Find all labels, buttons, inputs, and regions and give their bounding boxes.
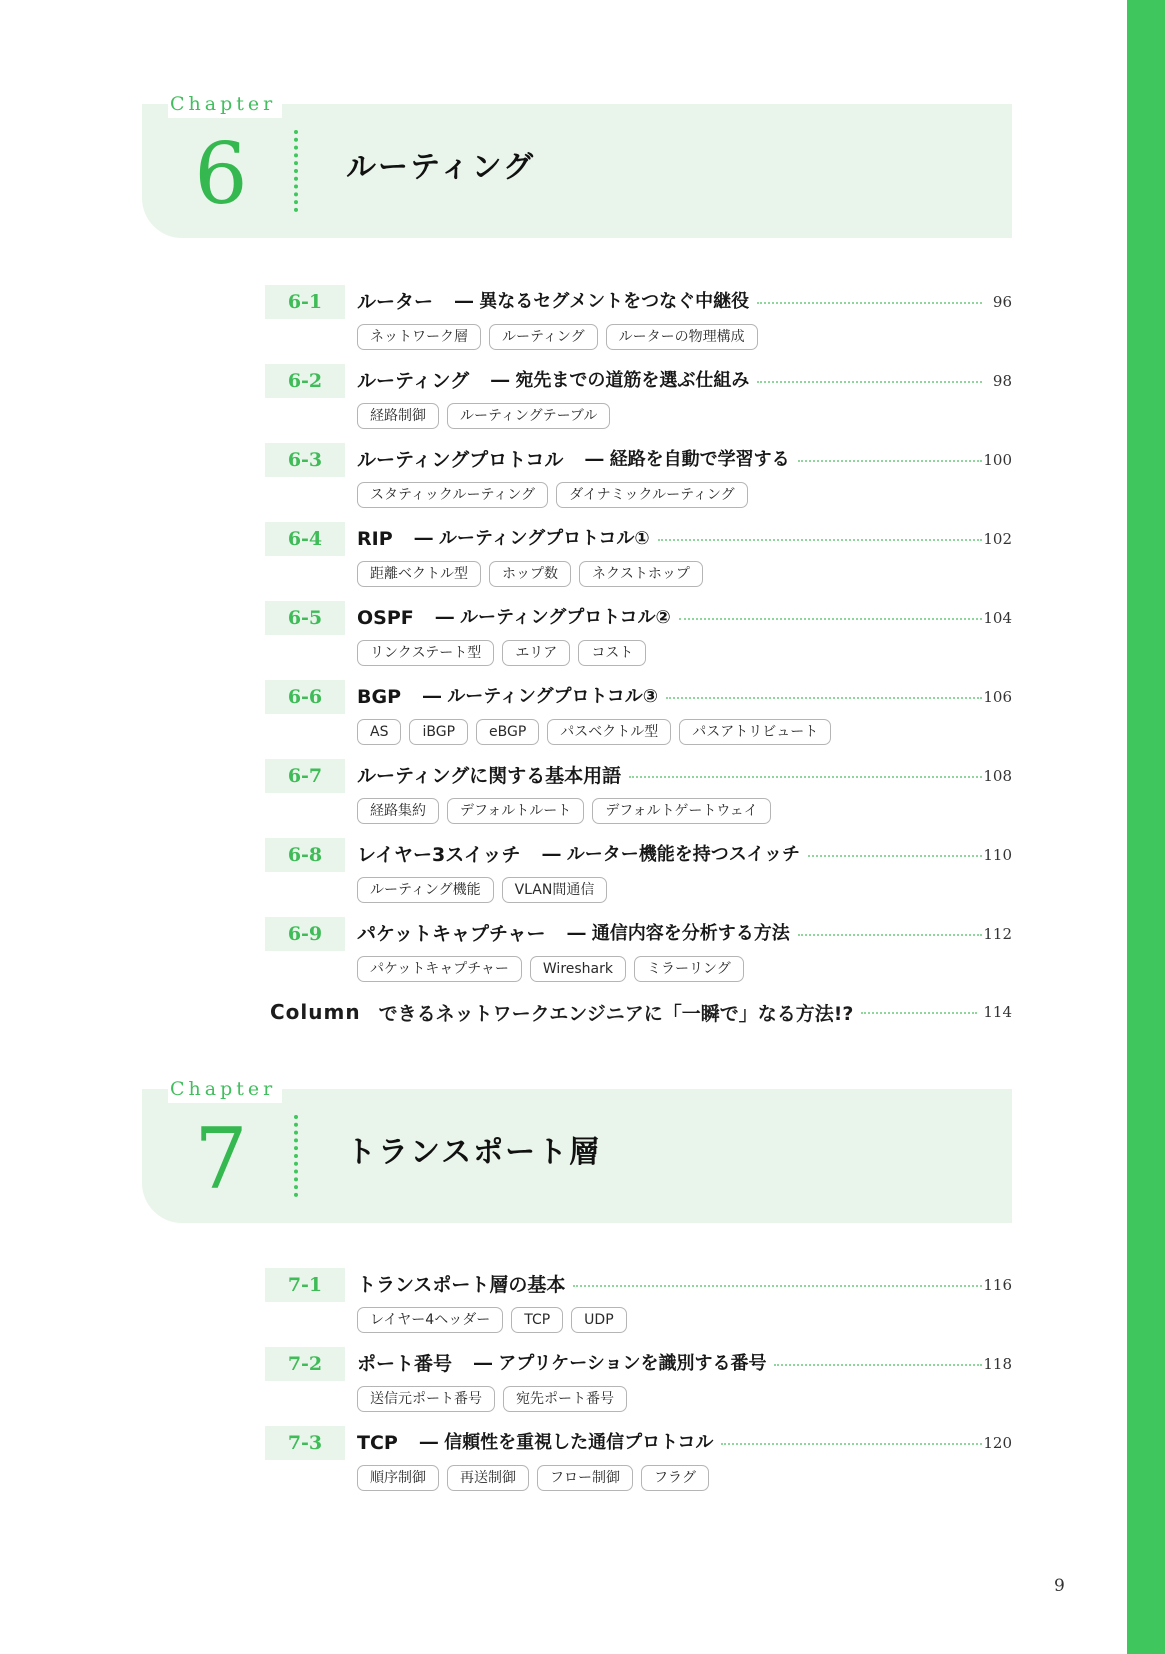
leader-dots <box>774 1364 982 1366</box>
toc-entry-6-9[interactable] <box>265 917 1012 989</box>
column-label: Column <box>270 1000 361 1024</box>
section-title-row <box>357 522 982 556</box>
keyword-tag: ルーターの物理構成 <box>606 324 758 350</box>
keyword-tag: ネットワーク層 <box>357 324 481 350</box>
keyword-tag: リンクステート型 <box>357 640 494 666</box>
section-title: BGP <box>357 686 402 708</box>
section-subtitle: ― 異なるセグメントをつなぐ中継役 <box>455 291 750 312</box>
keyword-tags <box>357 324 758 350</box>
section-title: RIP <box>357 528 393 550</box>
page-ref: 120 <box>983 1434 1012 1452</box>
section-title: ポート番号 <box>357 1353 453 1375</box>
keyword-tags <box>357 640 646 666</box>
keyword-tag: ネクストホップ <box>579 561 703 587</box>
section-number: 6-2 <box>265 364 345 398</box>
keyword-tags <box>357 561 703 587</box>
chapter-label: Chapter <box>168 1075 282 1103</box>
section-title: ルーティングプロトコル <box>357 449 564 471</box>
keyword-tag: エリア <box>502 640 570 666</box>
keyword-tag: VLAN間通信 <box>502 877 608 903</box>
page-ref: 114 <box>983 1003 1012 1021</box>
page-ref: 102 <box>983 530 1012 548</box>
section-subtitle: ― ルーティングプロトコル② <box>435 607 671 628</box>
keyword-tag: ミラーリング <box>634 956 744 982</box>
section-number: 6-6 <box>265 680 345 714</box>
section-title: OSPF <box>357 607 414 629</box>
section-title-row <box>357 917 982 951</box>
page-ref: 112 <box>983 925 1012 943</box>
leader-dots <box>666 697 982 699</box>
keyword-tag: フラグ <box>641 1465 709 1491</box>
keyword-tag: ルーティング <box>489 324 598 350</box>
page-ref: 110 <box>983 846 1012 864</box>
keyword-tags <box>357 482 748 508</box>
leader-dots <box>573 1285 982 1287</box>
keyword-tag: Wireshark <box>530 956 626 982</box>
leader-dots <box>798 460 982 462</box>
keyword-tag: ホップ数 <box>489 561 571 587</box>
keyword-tag: フロー制御 <box>537 1465 633 1491</box>
column-title: できるネットワークエンジニアに「一瞬で」なる方法!? <box>378 1002 854 1025</box>
leader-dots <box>679 618 982 620</box>
section-number: 6-1 <box>265 285 345 319</box>
toc-entry-6-4[interactable] <box>265 522 1012 594</box>
section-title-row <box>357 1426 982 1460</box>
section-number: 7-3 <box>265 1426 345 1460</box>
section-subtitle: ― 通信内容を分析する方法 <box>567 923 790 944</box>
leader-dots <box>629 776 982 778</box>
section-title: レイヤー3スイッチ <box>357 844 521 866</box>
section-subtitle: ― ルーティングプロトコル③ <box>423 686 659 707</box>
section-title-row <box>357 364 982 398</box>
toc-entry-6-6[interactable] <box>265 680 1012 752</box>
section-subtitle: ― アプリケーションを識別する番号 <box>474 1353 767 1374</box>
leader-dots <box>861 1012 977 1014</box>
keyword-tag: パスベクトル型 <box>547 719 671 745</box>
chapter-title: トランスポート層 <box>346 1135 602 1170</box>
section-title-row <box>357 601 982 635</box>
section-title: TCP <box>357 1432 398 1454</box>
section-number: 6-8 <box>265 838 345 872</box>
keyword-tag: 再送制御 <box>447 1465 529 1491</box>
section-number: 6-5 <box>265 601 345 635</box>
keyword-tag: UDP <box>571 1307 626 1333</box>
chapter-7-header <box>142 1078 1012 1223</box>
leader-dots <box>721 1443 982 1445</box>
toc-entry-6-8[interactable] <box>265 838 1012 910</box>
section-subtitle: ― 宛先までの道筋を選ぶ仕組み <box>491 370 750 391</box>
page-ref: 106 <box>983 688 1012 706</box>
keyword-tag: TCP <box>511 1307 563 1333</box>
page-ref: 98 <box>992 372 1012 390</box>
page-ref: 108 <box>983 767 1012 785</box>
toc-entry-7-3[interactable] <box>265 1426 1012 1498</box>
section-number: 6-3 <box>265 443 345 477</box>
chapter-title: ルーティング <box>346 150 535 185</box>
section-title-row <box>357 838 982 872</box>
section-subtitle: ― 経路を自動で学習する <box>585 449 790 470</box>
section-title: ルーティング <box>357 370 470 392</box>
keyword-tag: スタティックルーティング <box>357 482 548 508</box>
leader-dots <box>808 855 982 857</box>
keyword-tag: 経路制御 <box>357 403 439 429</box>
section-title: ルーティングに関する基本用語 <box>357 765 622 787</box>
keyword-tag: デフォルトゲートウェイ <box>592 798 770 824</box>
section-title-row <box>357 443 982 477</box>
keyword-tag: コスト <box>578 640 646 666</box>
section-number: 6-4 <box>265 522 345 556</box>
leader-dots <box>798 934 982 936</box>
chapter-number: 6 <box>194 125 248 223</box>
section-subtitle: ― ルーター機能を持つスイッチ <box>542 844 801 865</box>
section-subtitle: ― ルーティングプロトコル① <box>414 528 650 549</box>
keyword-tag: 順序制御 <box>357 1465 439 1491</box>
section-number: 6-7 <box>265 759 345 793</box>
page-ref: 116 <box>983 1276 1012 1294</box>
toc-entry-6-5[interactable] <box>265 601 1012 673</box>
chapter-label: Chapter <box>168 90 282 118</box>
section-title-row <box>357 285 982 319</box>
page-ref: 100 <box>983 451 1012 469</box>
keyword-tags <box>357 403 610 429</box>
section-number: 6-9 <box>265 917 345 951</box>
toc-entry-6-1[interactable] <box>265 285 1012 357</box>
keyword-tags <box>357 956 744 982</box>
keyword-tags <box>357 1465 709 1491</box>
section-title: パケットキャプチャー <box>357 923 546 945</box>
page-ref: 96 <box>992 293 1012 311</box>
keyword-tag: デフォルトルート <box>447 798 584 824</box>
section-title: トランスポート層の基本 <box>357 1274 566 1296</box>
page-ref: 104 <box>983 609 1012 627</box>
section-title-row <box>357 759 982 793</box>
toc-entry-6-3[interactable] <box>265 443 1012 515</box>
keyword-tag: iBGP <box>409 719 468 745</box>
keyword-tag: ルーティングテーブル <box>447 403 610 429</box>
leader-dots <box>757 302 982 304</box>
keyword-tag: 宛先ポート番号 <box>503 1386 627 1412</box>
section-subtitle: ― 信頼性を重視した通信プロトコル <box>419 1432 714 1453</box>
section-number: 7-1 <box>265 1268 345 1302</box>
keyword-tag: 経路集約 <box>357 798 439 824</box>
toc-entry-6-7[interactable] <box>265 759 1012 831</box>
dotted-divider <box>294 130 298 212</box>
keyword-tag: AS <box>357 719 401 745</box>
chapter-6-header <box>142 93 1012 238</box>
section-title-row <box>357 680 982 714</box>
section-title-row <box>357 1347 982 1381</box>
toc-column-entry[interactable] <box>270 996 1012 1028</box>
keyword-tags <box>357 1307 627 1333</box>
leader-dots <box>658 539 982 541</box>
side-accent-bar <box>1127 0 1165 1654</box>
chapter-panel <box>142 104 1012 238</box>
toc-entry-6-2[interactable] <box>265 364 1012 436</box>
leader-dots <box>757 381 982 383</box>
section-title-row <box>357 1268 982 1302</box>
keyword-tag: レイヤー4ヘッダー <box>357 1307 503 1333</box>
keyword-tag: 送信元ポート番号 <box>357 1386 495 1412</box>
keyword-tag: パスアトリビュート <box>679 719 831 745</box>
page-ref: 118 <box>983 1355 1012 1373</box>
toc-entry-7-1[interactable] <box>265 1268 1012 1340</box>
keyword-tag: 距離ベクトル型 <box>357 561 481 587</box>
section-number: 7-2 <box>265 1347 345 1381</box>
page-number: 9 <box>1054 1576 1065 1596</box>
keyword-tags <box>357 877 607 903</box>
keyword-tag: eBGP <box>476 719 539 745</box>
keyword-tags <box>357 719 831 745</box>
keyword-tags <box>357 1386 627 1412</box>
section-title: ルーター <box>357 291 434 313</box>
chapter-number: 7 <box>194 1110 248 1208</box>
toc-entry-7-2[interactable] <box>265 1347 1012 1419</box>
dotted-divider <box>294 1115 298 1197</box>
keyword-tags <box>357 798 771 824</box>
keyword-tag: ルーティング機能 <box>357 877 494 903</box>
keyword-tag: パケットキャプチャー <box>357 956 522 982</box>
keyword-tag: ダイナミックルーティング <box>556 482 748 508</box>
